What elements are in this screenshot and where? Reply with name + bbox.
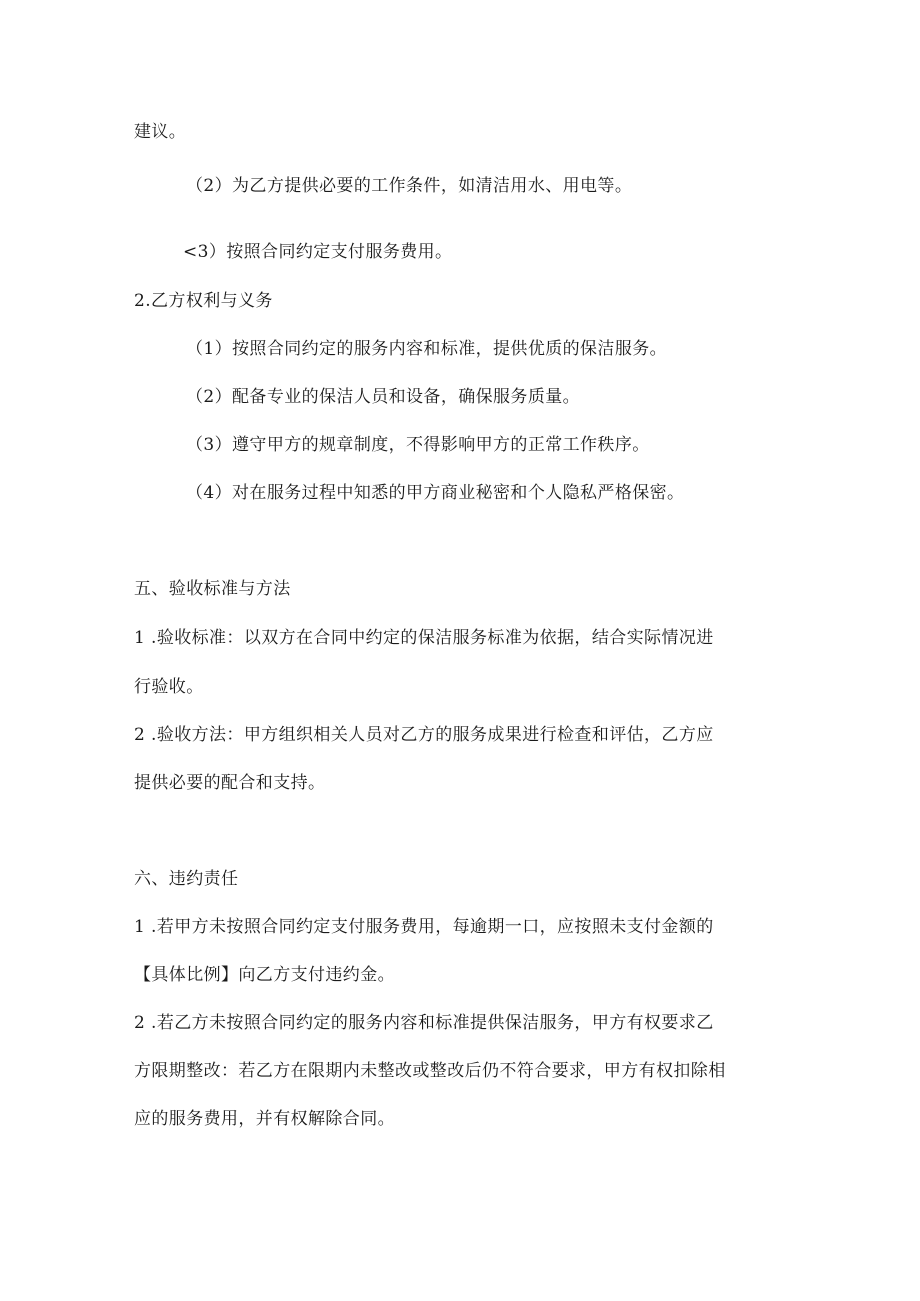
section-heading-party-b-rights: 2.乙方权利与义务: [134, 291, 273, 311]
text-line-acceptance-1a: 1 .验收标准：以双方在合同中约定的保洁服务标准为依据，结合实际情况进: [134, 628, 714, 648]
text-line-party-b-item-2: （2）配备专业的保洁人员和设备，确保服务质量。: [186, 387, 581, 407]
text-line-acceptance-1b: 行验收。: [134, 677, 204, 697]
text-line-party-b-item-4: （4）对在服务过程中知悉的甲方商业秘密和个人隐私严格保密。: [186, 483, 685, 503]
text-line-breach-1b: 【具体比例】向乙方支付违约金。: [134, 965, 395, 985]
text-line-party-b-item-3: （3）遵守甲方的规章制度，不得影响甲方的正常工作秩序。: [186, 435, 650, 455]
section-heading-breach: 六、违约责任: [134, 869, 239, 889]
text-line-breach-1a: 1 .若甲方未按照合同约定支付服务费用，每逾期一口，应按照未支付金额的: [134, 917, 714, 937]
text-line-party-b-item-1: （1）按照合同约定的服务内容和标准，提供优质的保洁服务。: [186, 339, 668, 359]
text-line-breach-2a: 2 .若乙方未按照合同约定的服务内容和标准提供保洁服务，甲方有权要求乙: [134, 1013, 714, 1033]
text-line-acceptance-2a: 2 .验收方法：甲方组织相关人员对乙方的服务成果进行检查和评估，乙方应: [134, 725, 714, 745]
text-line-party-a-item-2: （2）为乙方提供必要的工作条件，如清洁用水、用电等。: [186, 176, 633, 196]
text-line-breach-2b: 方限期整改：若乙方在限期内未整改或整改后仍不符合要求，甲方有权扣除相: [134, 1061, 726, 1081]
text-line-breach-2c: 应的服务费用，并有权解除合同。: [134, 1109, 395, 1129]
text-line-continuation: 建议。: [134, 122, 187, 142]
section-heading-acceptance: 五、验收标准与方法: [134, 579, 291, 599]
text-line-party-a-item-3: <3）按照合同约定支付服务费用。: [183, 242, 453, 262]
text-line-acceptance-2b: 提供必要的配合和支持。: [134, 773, 326, 793]
